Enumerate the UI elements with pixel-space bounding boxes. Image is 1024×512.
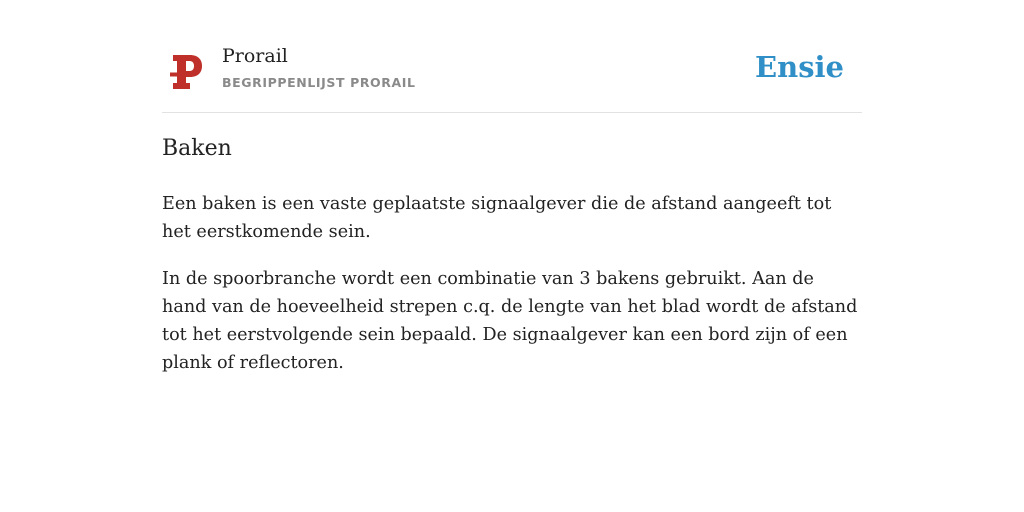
brand-name[interactable]: Prorail bbox=[222, 45, 288, 67]
header bbox=[162, 0, 862, 113]
page-title: Baken bbox=[162, 136, 232, 161]
paragraph: Een baken is een vaste geplaatste signaalgever die de afstand aangeeft tot het eerstkomende sein. bbox=[162, 194, 832, 242]
prorail-logo-icon[interactable] bbox=[170, 52, 204, 92]
ensie-link[interactable]: Ensie bbox=[755, 50, 844, 84]
article-body bbox=[162, 190, 862, 396]
paragraph: In de spoorbranche wordt een combinatie van 3 bakens gebruikt. Aan de hand van de hoeveelheid strepen c.q. de lengte van het blad wordt de afstand tot het eerstvolgende sein bepaald. De signaalgever kan een bord zijn of een plank of reflectoren. bbox=[162, 269, 858, 373]
brand-subtitle: BEGRIPPENLIJST PRORAIL bbox=[222, 75, 416, 90]
